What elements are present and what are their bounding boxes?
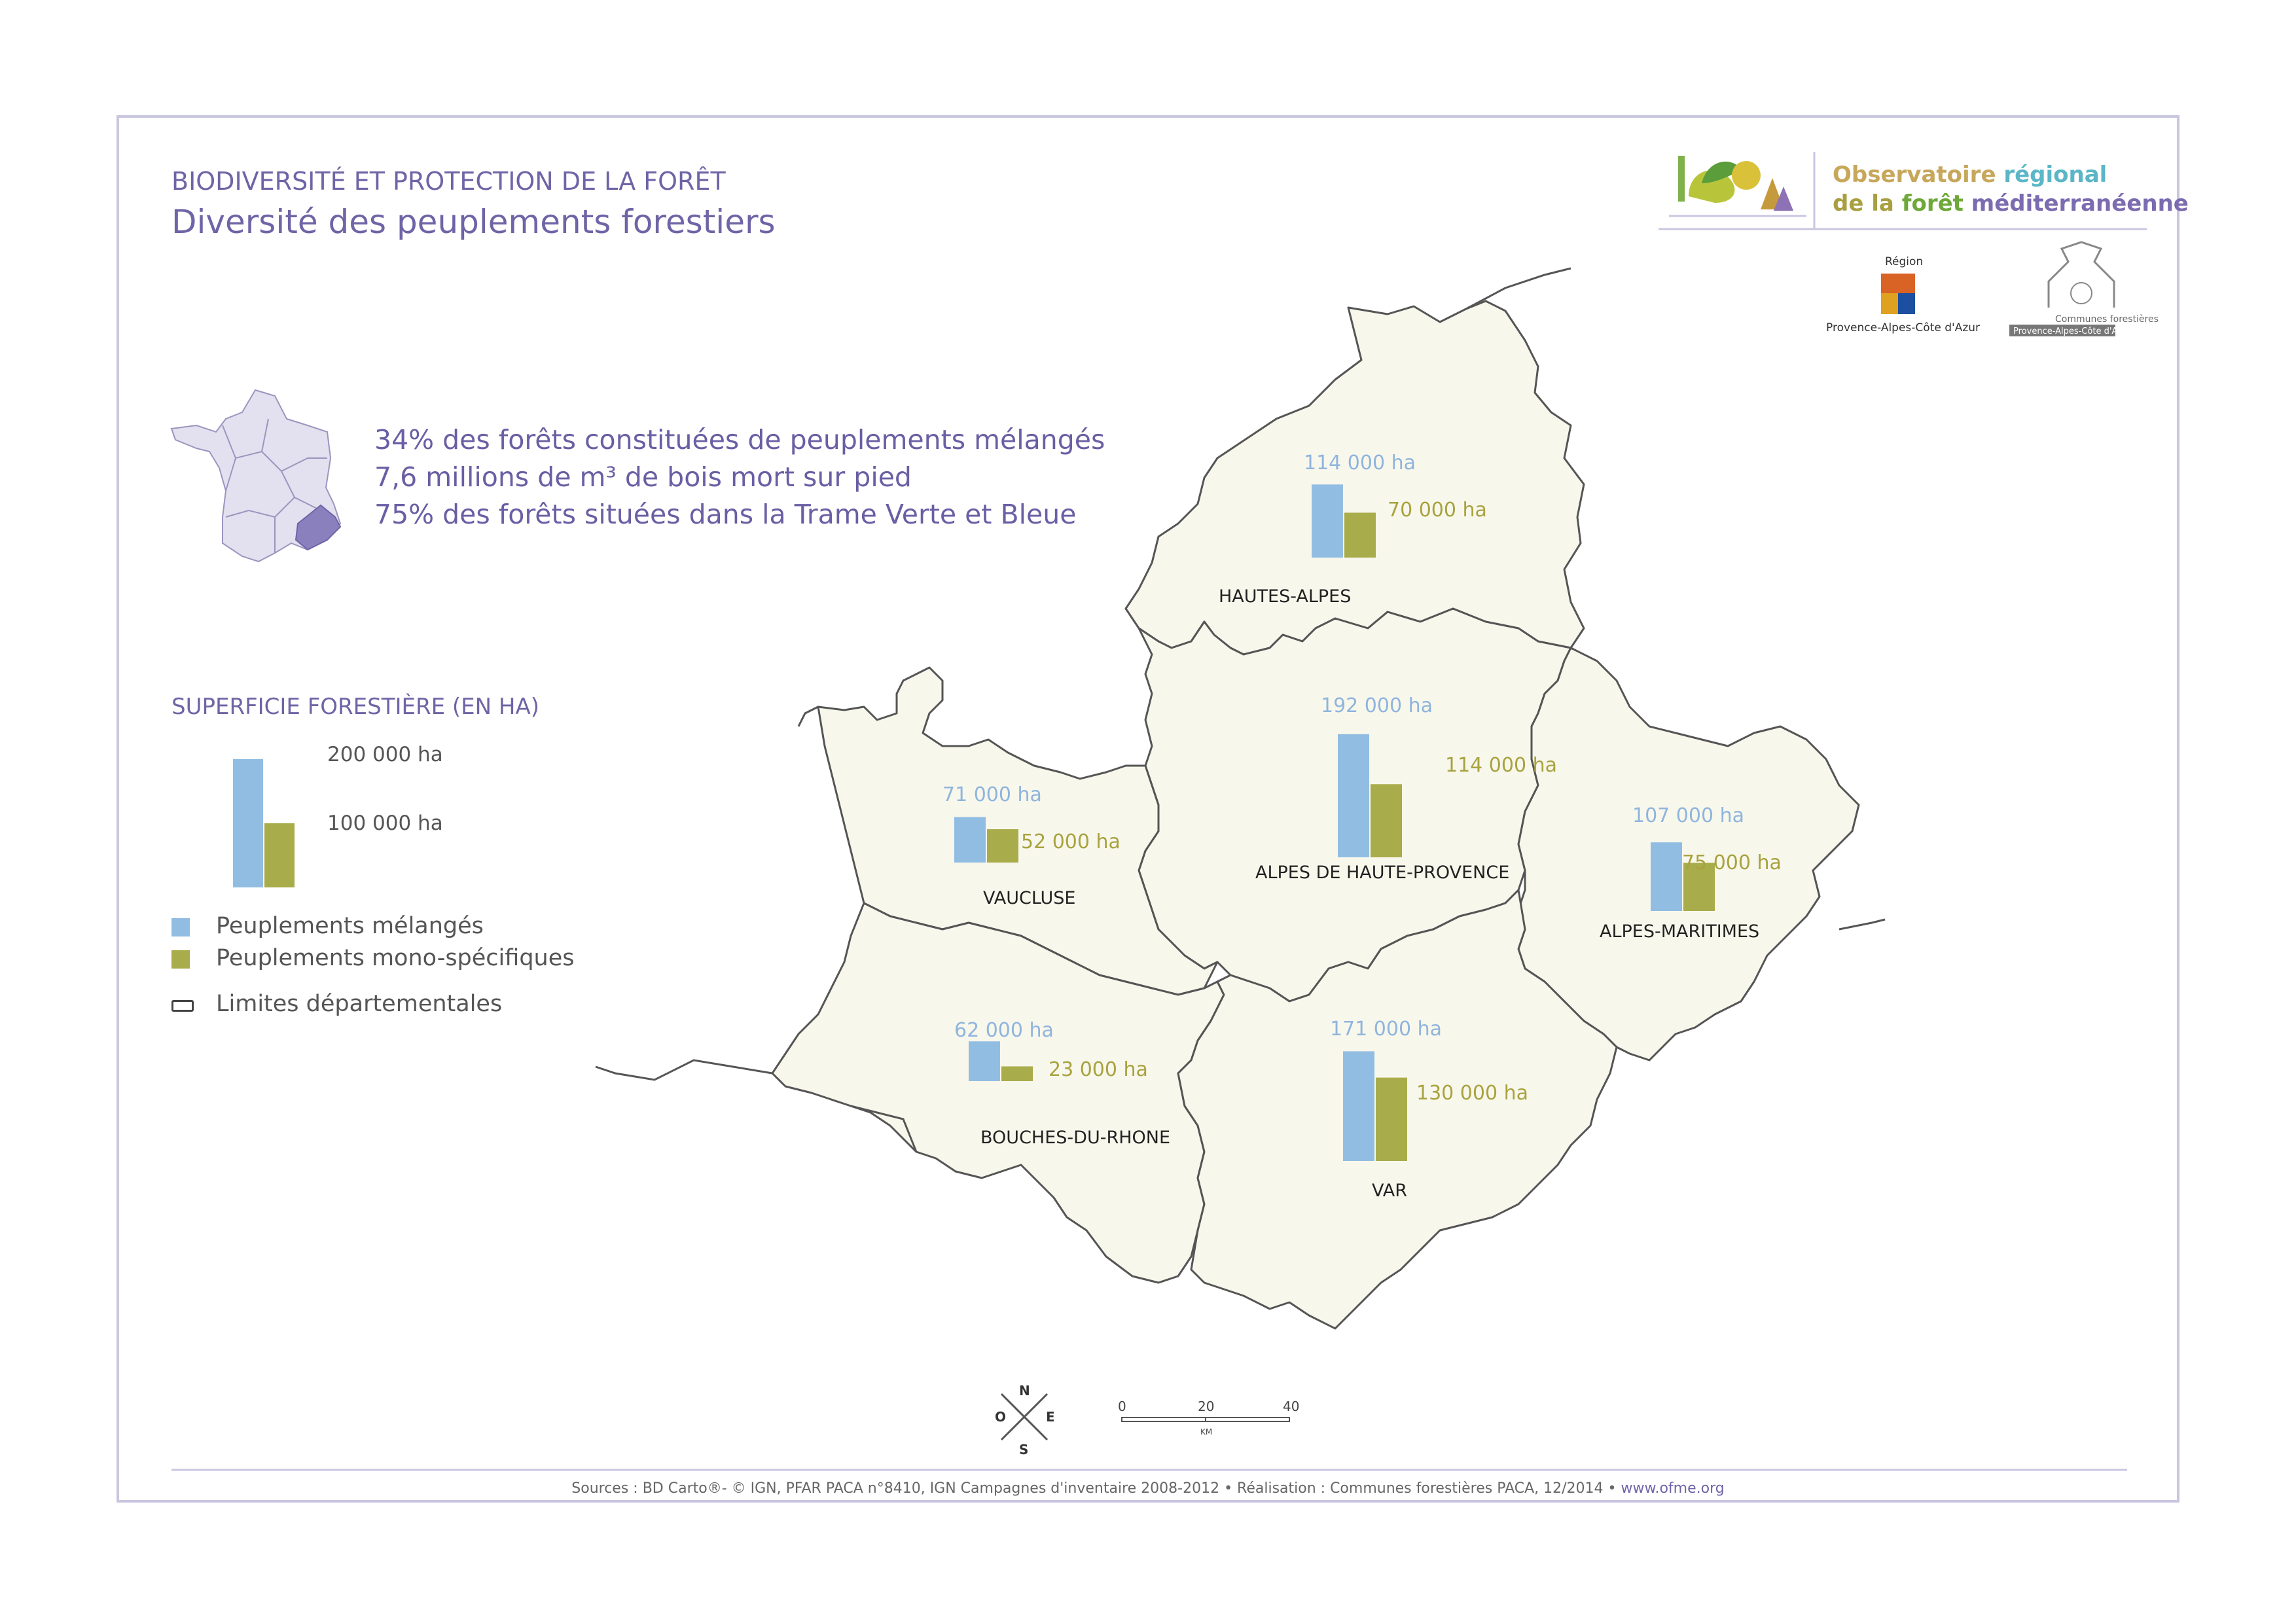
compass-e: E xyxy=(1046,1409,1055,1425)
legend-label-mixed: Peuplements mélangés xyxy=(216,913,484,939)
logo-word-regional: régional xyxy=(2003,162,2108,188)
legend-ref-high: 200 000 ha xyxy=(327,743,443,766)
town-hall-icon xyxy=(2049,242,2114,308)
bar-mixed-bouches-du-rhone xyxy=(969,1041,1000,1081)
label-vaucluse-mixed: 71 000 ha xyxy=(942,783,1042,806)
bar-mixed-alpes-de-haute-provence xyxy=(1338,734,1369,857)
region-name: Provence-Alpes-Côte d'Azur xyxy=(1826,321,1981,334)
bar-mixed-vaucluse xyxy=(954,817,986,863)
svg-text:de la forêt méditerranéenne xyxy=(1833,190,2189,217)
legend-bar-100000 xyxy=(264,823,295,887)
scale-0: 0 xyxy=(1118,1399,1126,1414)
dept-hautes-alpes-shape xyxy=(1126,301,1584,654)
label-vaucluse-mono: 52 000 ha xyxy=(1021,830,1121,853)
label-bdr-mono: 23 000 ha xyxy=(1049,1058,1148,1081)
logo-word-foret: forêt xyxy=(1901,190,1964,217)
label-hautes-alpes-mono: 70 000 ha xyxy=(1388,499,1487,522)
ofme-logo-graphic xyxy=(1669,156,1806,216)
label-bdr-name: BOUCHES-DU-RHONE xyxy=(980,1128,1171,1148)
label-var-mixed: 171 000 ha xyxy=(1330,1018,1442,1041)
label-vaucluse-name: VAUCLUSE xyxy=(983,888,1076,908)
bar-mono-var xyxy=(1376,1078,1407,1161)
label-am-mixed: 107 000 ha xyxy=(1632,804,1744,827)
compass-o: O xyxy=(995,1409,1007,1425)
svg-text:Observatoire régional xyxy=(1833,162,2107,188)
sources-footer xyxy=(0,1480,2296,1497)
label-ahp-mono: 114 000 ha xyxy=(1445,754,1557,777)
label-hautes-alpes-mixed: 114 000 ha xyxy=(1304,452,1416,474)
label-hautes-alpes-name: HAUTES-ALPES xyxy=(1219,586,1352,607)
scale-bar xyxy=(1118,1399,1299,1436)
scale-40: 40 xyxy=(1283,1399,1300,1414)
page-title: Diversité des peuplements forestiers xyxy=(171,203,776,241)
communes-line1: Communes forestières xyxy=(2055,314,2159,325)
logo-word-mediterraneenne: méditerranéenne xyxy=(1971,190,2189,217)
sources-link[interactable]: www.ofme.org xyxy=(1621,1480,1725,1497)
stat-trame: 75% des forêts situées dans la Trame Verte et Bleue xyxy=(374,499,1077,530)
bar-mixed-alpes-maritimes xyxy=(1651,842,1682,911)
compass-rose xyxy=(995,1383,1055,1457)
legend-reference-bars xyxy=(233,759,295,887)
label-ahp-name: ALPES DE HAUTE-PROVENCE xyxy=(1255,863,1510,883)
label-var-name: VAR xyxy=(1372,1181,1407,1201)
bar-mixed-hautes-alpes xyxy=(1312,484,1343,558)
region-paca-logo xyxy=(1826,255,1980,334)
stat-deadwood: 7,6 millions de m³ de bois mort sur pied xyxy=(374,461,912,493)
logo-word-observatoire: Observatoire xyxy=(1833,162,1996,188)
compass-n: N xyxy=(1019,1383,1030,1399)
section-subtitle: BIODIVERSITÉ ET PROTECTION DE LA FORÊT xyxy=(171,167,726,196)
label-am-name: ALPES-MARITIMES xyxy=(1600,921,1760,942)
bar-mixed-var xyxy=(1343,1051,1374,1161)
scale-20: 20 xyxy=(1198,1399,1215,1414)
ofme-logo xyxy=(1659,152,2189,229)
bar-mono-hautes-alpes xyxy=(1344,512,1376,558)
logo-word-delaa: de la xyxy=(1833,190,1894,217)
legend-label-boundary: Limites départementales xyxy=(216,991,503,1017)
communes-line2: Provence-Alpes-Côte d'Azur xyxy=(2013,327,2131,336)
bar-mono-bouches-du-rhone xyxy=(1001,1066,1033,1081)
bar-mono-vaucluse xyxy=(987,829,1018,863)
stat-mixed: 34% des forêts constituées de peuplements mélangés xyxy=(374,424,1105,455)
legend-label-mono: Peuplements mono-spécifiques xyxy=(216,945,575,971)
label-am-mono: 75 000 ha xyxy=(1682,851,1782,874)
legend-ref-low: 100 000 ha xyxy=(327,812,443,835)
communes-forestieres-logo xyxy=(2009,242,2159,336)
label-var-mono: 130 000 ha xyxy=(1416,1082,1528,1105)
france-locator-map xyxy=(171,390,340,562)
scale-unit: KM xyxy=(1200,1427,1213,1436)
sources-text: Sources : BD Carto®- © IGN, PFAR PACA n°8410, IGN Campagnes d'inventaire 2008-2012 • Réalisation : Communes forestières PACA, 12/2014 • xyxy=(571,1480,1621,1497)
bar-mono-alpes-de-haute-provence xyxy=(1371,784,1402,857)
region-label: Région xyxy=(1885,255,1924,268)
legend-title: SUPERFICIE FORESTIÈRE (EN HA) xyxy=(171,694,539,720)
legend-bar-200000 xyxy=(233,759,263,887)
compass-s: S xyxy=(1019,1442,1029,1457)
label-ahp-mixed: 192 000 ha xyxy=(1321,694,1433,717)
label-bdr-mixed: 62 000 ha xyxy=(954,1019,1054,1042)
